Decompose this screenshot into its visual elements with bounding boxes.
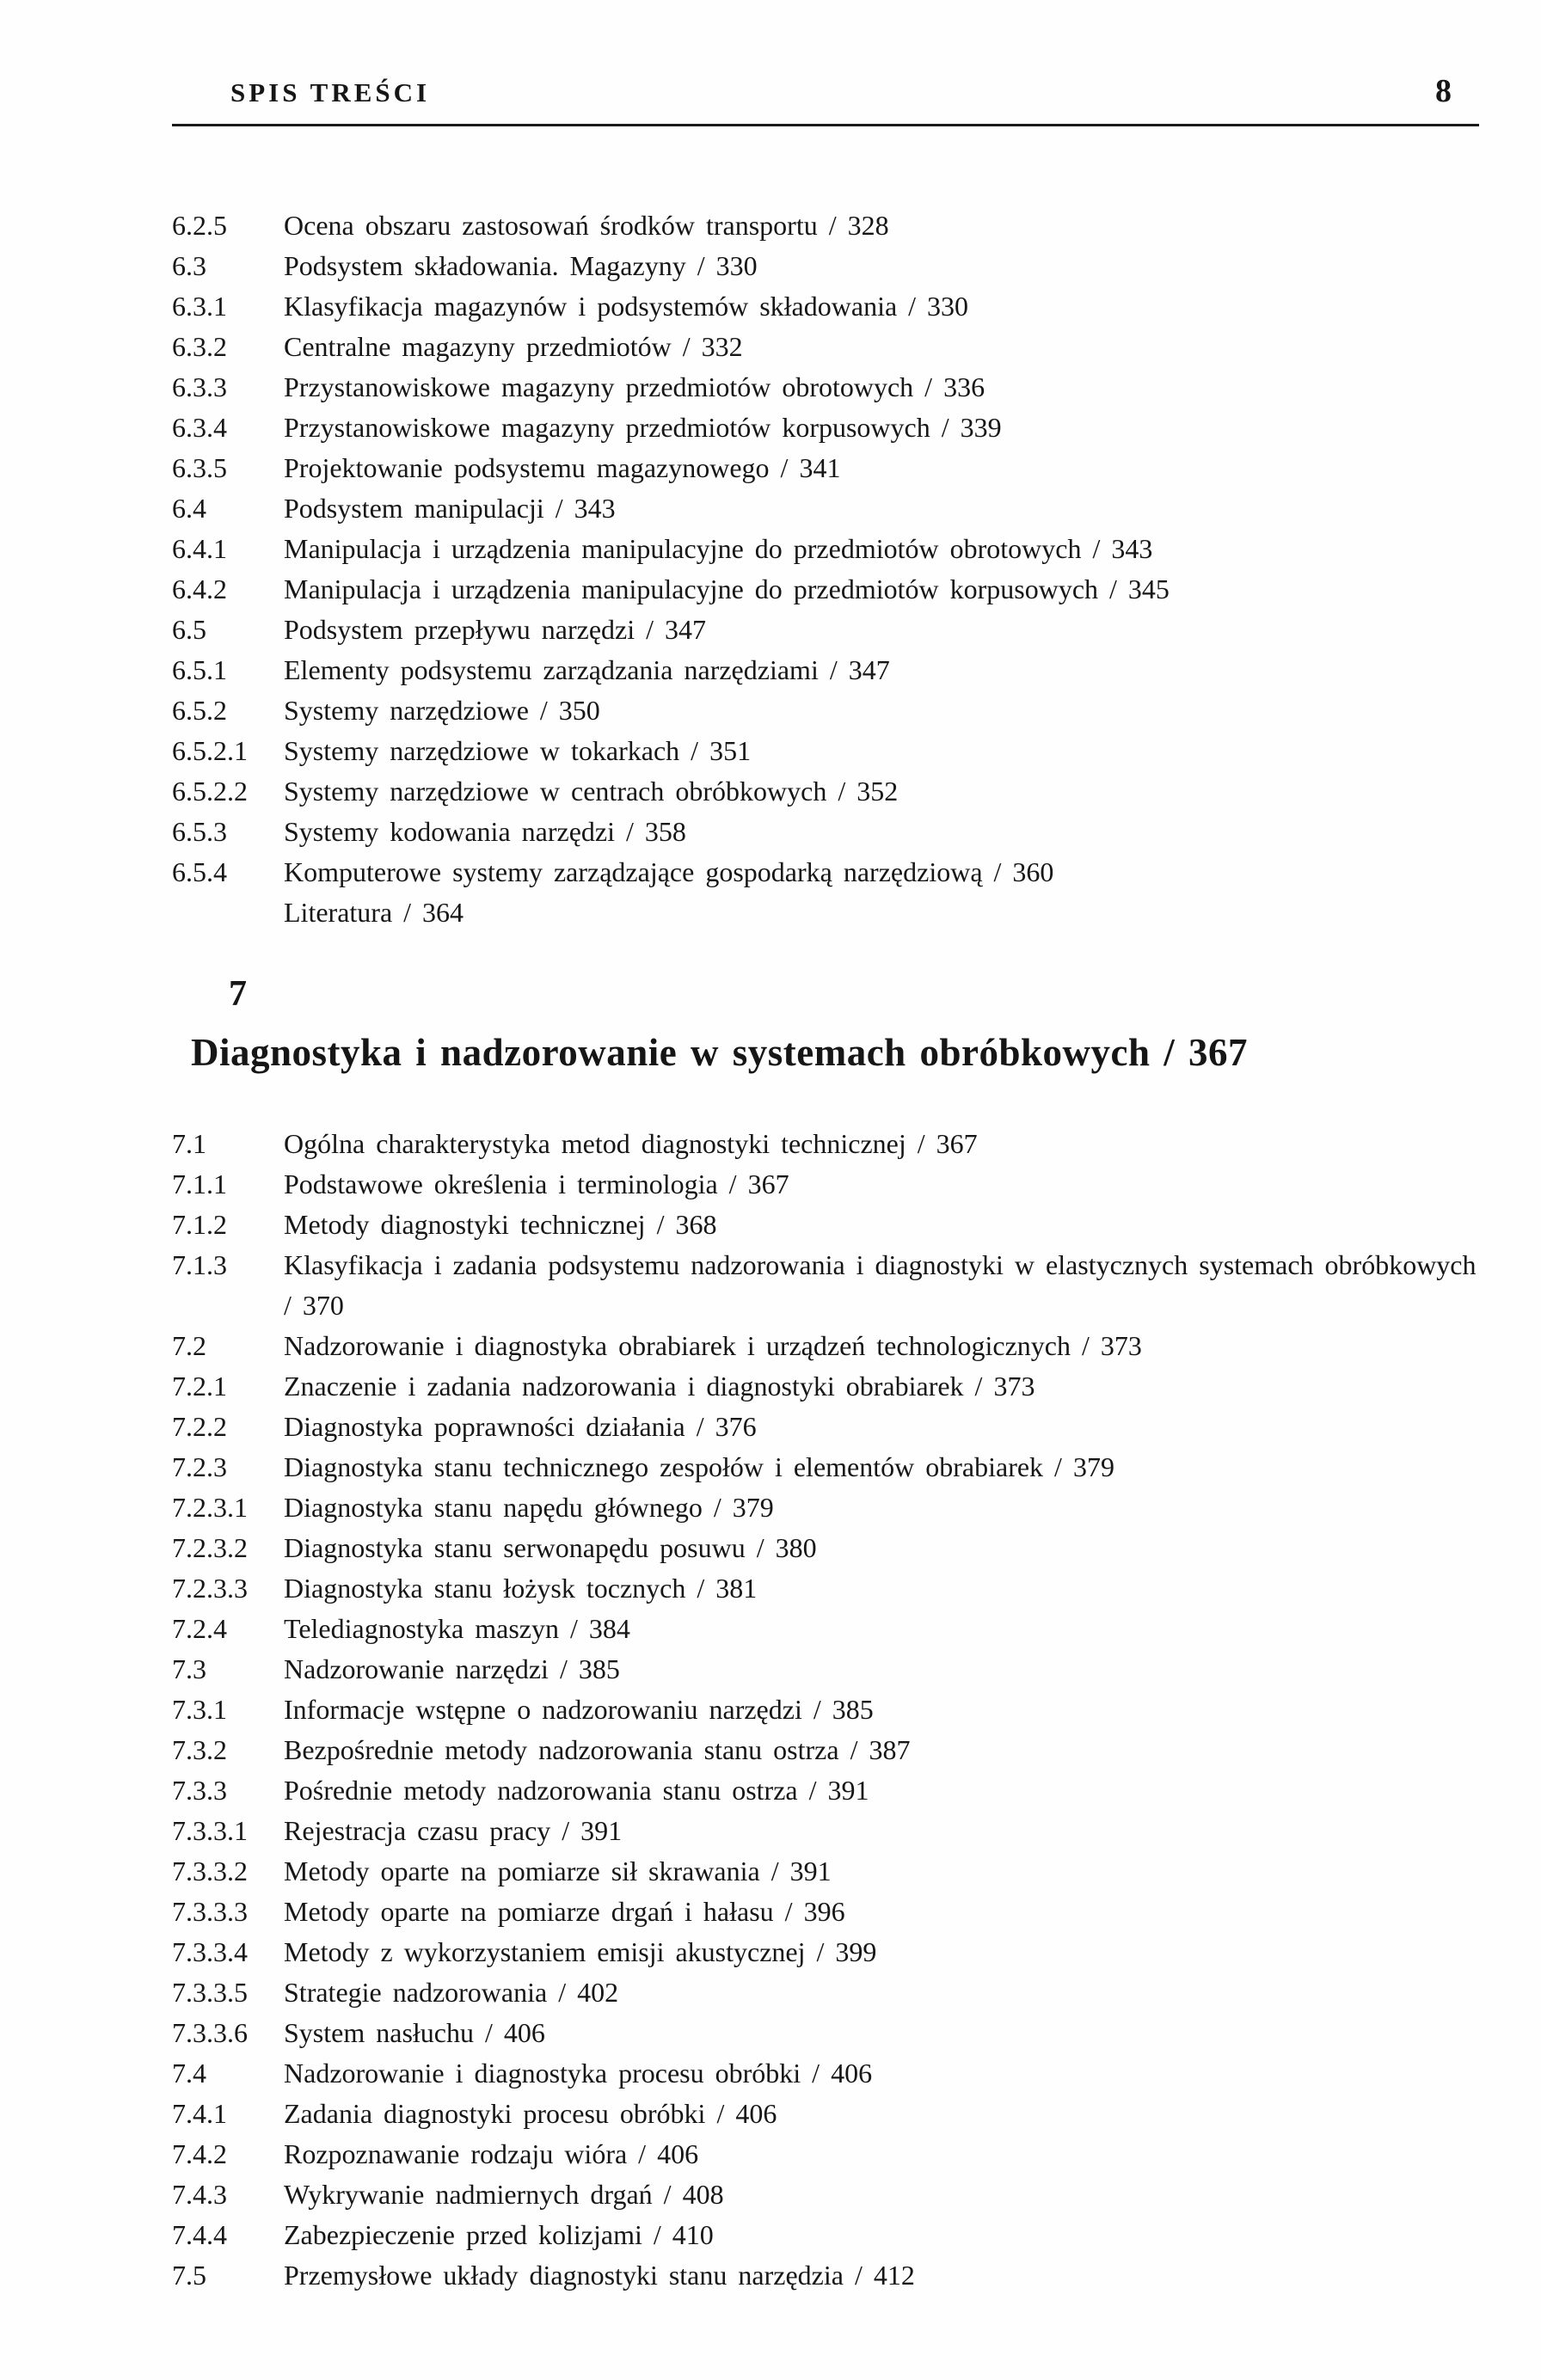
toc-entry-title: Przemysłowe układy diagnostyki stanu narzędzia / 412: [284, 2260, 915, 2291]
toc-entry: [172, 1407, 1481, 1447]
toc-entry-number: 6.5.1: [172, 654, 227, 685]
toc-entry-title: Metody oparte na pomiarze sił skrawania / 391: [284, 1856, 832, 1887]
toc-entry-title: Wykrywanie nadmiernych drgań / 408: [284, 2179, 724, 2211]
toc-entry-title: Systemy narzędziowe w tokarkach / 351: [284, 735, 752, 766]
toc-entry-number: 6.5.2.2: [172, 776, 248, 807]
toc-entry-title: Manipulacja i urządzenia manipulacyjne do przedmiotów obrotowych / 343: [284, 533, 1153, 564]
toc-entry-title: Metody oparte na pomiarze drgań i hałasu / 396: [284, 1896, 845, 1928]
toc-entry-title: Nadzorowanie i diagnostyka obrabiarek i urządzeń technologicznych / 373: [284, 1330, 1142, 1362]
toc-entry: [172, 650, 1481, 690]
toc-entry-number: 6.3.1: [172, 291, 227, 322]
toc-entry-number: 7.2.4: [172, 1613, 227, 1645]
toc-entry: [172, 1892, 1481, 1932]
toc-entry: [172, 1366, 1481, 1407]
toc-entry: [172, 1811, 1481, 1851]
toc-entry-title: Metody z wykorzystaniem emisji akustycznej / 399: [284, 1936, 877, 1968]
toc-entry-title: Metody diagnostyki technicznej / 368: [284, 1209, 717, 1241]
toc-entry-number: 7.3.3: [172, 1775, 227, 1806]
toc-entry-number: [172, 892, 284, 933]
toc-entry-number: 6.3.3: [172, 371, 227, 402]
page-number: 8: [1435, 73, 1452, 109]
toc-entry: [172, 1447, 1481, 1488]
toc-entry-title: Diagnostyka stanu łożysk tocznych / 381: [284, 1573, 758, 1604]
toc-entry-number: 6.3: [172, 250, 206, 281]
toc-entry-number: 7.3.1: [172, 1694, 227, 1726]
toc-entry-number: 7.3.3.6: [172, 2017, 248, 2049]
toc-entry-number: 7.3.3.1: [172, 1815, 248, 1847]
toc-entry-number: 6.3.5: [172, 452, 227, 483]
toc-entry-number: 7.2.2: [172, 1411, 227, 1443]
toc-entry-number: 6.3.4: [172, 412, 227, 443]
toc-entry: [172, 1205, 1481, 1245]
toc-entry-number: 6.5.4: [172, 856, 227, 887]
toc-entry: [172, 488, 1481, 529]
toc-entry: [172, 1528, 1481, 1568]
toc-entry: [172, 1124, 1481, 1164]
chapter-heading: [191, 972, 1481, 1076]
toc-entry: [172, 892, 1481, 933]
toc-entry: [172, 286, 1481, 327]
page-title: SPIS TREŚCI: [230, 77, 431, 107]
toc-entry-number: 7.4.4: [172, 2219, 227, 2251]
toc-entry-title: Diagnostyka stanu serwonapędu posuwu / 380: [284, 1532, 817, 1564]
toc-entry: [172, 408, 1481, 448]
toc-entry-number: 7.2.1: [172, 1371, 227, 1402]
toc-entry: [172, 327, 1481, 367]
toc-entry-title: Systemy kodowania narzędzi / 358: [284, 816, 686, 847]
toc-entry: [172, 1649, 1481, 1690]
toc-entry: [172, 529, 1481, 569]
toc-entry-number: 6.5.2: [172, 695, 227, 726]
toc-entry-number: 7.5: [172, 2260, 206, 2291]
toc-entry-number: 6.4.1: [172, 533, 227, 564]
toc-entry: [172, 1730, 1481, 1770]
toc-entry-number: 7.1.2: [172, 1209, 227, 1241]
toc-entry: [172, 1488, 1481, 1528]
toc-entry-title: Pośrednie metody nadzorowania stanu ostrza / 391: [284, 1775, 869, 1806]
toc-entry-title: Telediagnostyka maszyn / 384: [284, 1613, 630, 1645]
toc-entry-title: Przystanowiskowe magazyny przedmiotów obrotowych / 336: [284, 371, 985, 402]
toc-entry-title: Przystanowiskowe magazyny przedmiotów korpusowych / 339: [284, 412, 1002, 443]
toc-entry-number: 7.1: [172, 1128, 206, 1160]
toc-entry: [172, 1932, 1481, 1972]
toc-entry-title: Rejestracja czasu pracy / 391: [284, 1815, 623, 1847]
toc-entry: [172, 1609, 1481, 1649]
toc-entry-number: 7.2.3.2: [172, 1532, 248, 1564]
toc-entry: [172, 1770, 1481, 1811]
toc-entry-number: 7.1.3: [172, 1249, 227, 1281]
toc-entry-number: 7.2.3.1: [172, 1492, 248, 1524]
toc-entry-title: Nadzorowanie i diagnostyka procesu obróbki / 406: [284, 2058, 873, 2089]
toc-entry-number: 6.5.3: [172, 816, 227, 847]
toc-entry: [172, 731, 1481, 771]
toc-entry-title: Podstawowe określenia i terminologia / 367: [284, 1169, 789, 1200]
toc-entry-title: Nadzorowanie narzędzi / 385: [284, 1653, 620, 1685]
toc-entry-title: Komputerowe systemy zarządzające gospodarką narzędziową / 360: [284, 856, 1054, 887]
toc-entry-title: Znaczenie i zadania nadzorowania i diagnostyki obrabiarek / 373: [284, 1371, 1035, 1402]
toc-entry-number: 6.5.2.1: [172, 735, 248, 766]
toc-entry-title: System nasłuchu / 406: [284, 2017, 545, 2049]
toc-entry: [172, 2134, 1481, 2175]
toc-entry: [172, 2013, 1481, 2053]
toc-entry-number: 7.2.3: [172, 1451, 227, 1483]
toc-entry: [172, 610, 1481, 650]
toc-entry-number: 6.4: [172, 493, 206, 524]
toc-entry-number: 7.3.3.5: [172, 1977, 248, 2009]
toc-entry-title: Systemy narzędziowe / 350: [284, 695, 600, 726]
toc-entry-title: Manipulacja i urządzenia manipulacyjne do przedmiotów korpusowych / 345: [284, 574, 1170, 604]
toc-entry-number: 6.3.2: [172, 331, 227, 362]
toc-entry-number: 7.4: [172, 2058, 206, 2089]
toc-entry-title: Klasyfikacja i zadania podsystemu nadzorowania i diagnostyki w elastycznych systemach obróbkowych / 370: [284, 1249, 1477, 1322]
toc-entry-number: 7.4.1: [172, 2098, 227, 2130]
toc-entry: [172, 569, 1481, 610]
toc-entry-number: 7.3: [172, 1653, 206, 1685]
toc-entry-title: Informacje wstępne o nadzorowaniu narzędzi / 385: [284, 1694, 874, 1726]
toc-entry: [172, 246, 1481, 286]
chapter-title: Diagnostyka i nadzorowanie w systemach obróbkowych / 367: [191, 1031, 1249, 1075]
toc-entry-number: 7.3.3.2: [172, 1856, 248, 1887]
toc-entry-title: Podsystem składowania. Magazyny / 330: [284, 250, 758, 281]
toc-entry-title: Ogólna charakterystyka metod diagnostyki technicznej / 367: [284, 1128, 978, 1160]
toc-entry-number: 7.3.2: [172, 1734, 227, 1766]
toc-entry: [172, 2255, 1481, 2296]
toc-entry-title: Projektowanie podsystemu magazynowego / 341: [284, 452, 841, 483]
toc-entry-title: Ocena obszaru zastosowań środków transportu / 328: [284, 210, 889, 241]
toc-entry: [172, 690, 1481, 731]
toc-entry-number: 7.4.2: [172, 2138, 227, 2170]
toc-entry: [172, 1164, 1481, 1205]
toc-entry: [172, 448, 1481, 488]
chapter-number: 7: [229, 974, 247, 1014]
toc-entry: [172, 1326, 1481, 1366]
toc-entry-title: Strategie nadzorowania / 402: [284, 1977, 619, 2009]
toc-entry: [172, 2175, 1481, 2215]
toc-block-chapter-6: [172, 205, 1481, 933]
toc-entry: [172, 1245, 1481, 1326]
toc-entry: [172, 1851, 1481, 1892]
toc-entry-title: Diagnostyka stanu napędu głównego / 379: [284, 1492, 774, 1524]
toc-entry-title: Zabezpieczenie przed kolizjami / 410: [284, 2219, 714, 2251]
page-header: [0, 0, 1541, 110]
toc-entry: [172, 852, 1481, 892]
toc-entry-number: 7.2.3.3: [172, 1573, 248, 1604]
toc-entry-number: 7.4.3: [172, 2179, 227, 2211]
header-rule: [172, 124, 1479, 126]
toc-entry-title: Rozpoznawanie rodzaju wióra / 406: [284, 2138, 699, 2170]
toc-entry-title: Centralne magazyny przedmiotów / 332: [284, 331, 743, 362]
toc-entry: [172, 1568, 1481, 1609]
toc-entry-title: Bezpośrednie metody nadzorowania stanu ostrza / 387: [284, 1734, 911, 1766]
toc-entry: [172, 771, 1481, 812]
toc-entry-number: 7.3.3.3: [172, 1896, 248, 1928]
toc-entry-number: 6.5: [172, 614, 206, 645]
toc-entry: [172, 205, 1481, 246]
toc-entry-title: Podsystem przepływu narzędzi / 347: [284, 614, 706, 645]
toc-entry-title: Diagnostyka poprawności działania / 376: [284, 1411, 757, 1443]
toc-entry-title: Klasyfikacja magazynów i podsystemów składowania / 330: [284, 291, 969, 322]
toc-entry-number: 6.4.2: [172, 574, 227, 604]
toc-entry: [172, 2094, 1481, 2134]
toc-entry-number: 7.2: [172, 1330, 206, 1362]
toc-entry-title: Podsystem manipulacji / 343: [284, 493, 616, 524]
toc-entry: [172, 367, 1481, 408]
toc-entry: [172, 1972, 1481, 2013]
toc-entry-title: Literatura / 364: [284, 897, 464, 928]
toc-entry-number: 7.1.1: [172, 1169, 227, 1200]
toc-entry-number: 7.3.3.4: [172, 1936, 248, 1968]
toc-entry-title: Diagnostyka stanu technicznego zespołów i elementów obrabiarek / 379: [284, 1451, 1114, 1483]
toc-entry-number: 6.2.5: [172, 210, 227, 241]
toc-entry: [172, 2215, 1481, 2255]
toc-entry-title: Zadania diagnostyki procesu obróbki / 406: [284, 2098, 777, 2130]
toc-block-chapter-7: [172, 1124, 1481, 2296]
toc-entry-title: Systemy narzędziowe w centrach obróbkowych / 352: [284, 776, 899, 807]
toc-entry-title: Elementy podsystemu zarządzania narzędziami / 347: [284, 654, 890, 685]
toc-entry: [172, 2053, 1481, 2094]
toc-entry: [172, 1690, 1481, 1730]
toc-entry: [172, 812, 1481, 852]
